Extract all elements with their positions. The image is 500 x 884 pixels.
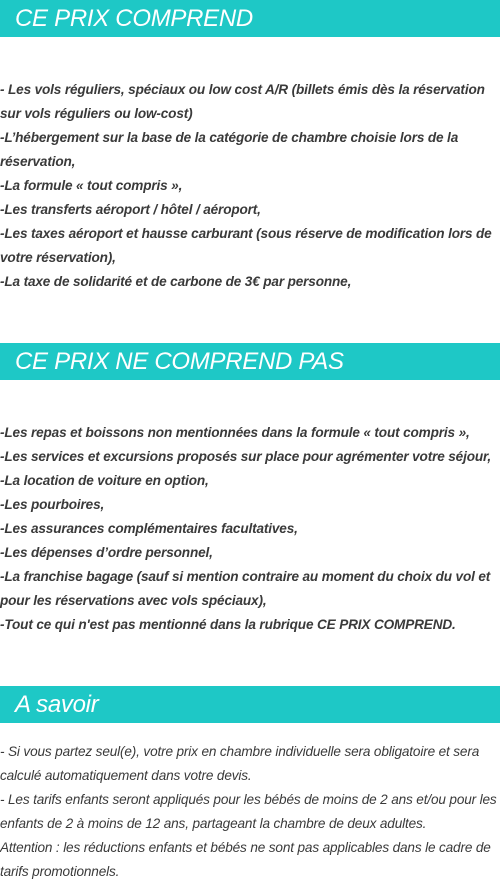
- list-item: -Les pourboires,: [0, 497, 105, 512]
- list-item: -La formule « tout compris »,: [0, 178, 183, 193]
- list-item: -Les transferts aéroport / hôtel / aéroport,: [0, 202, 261, 217]
- list-item: - Les tarifs enfants seront appliqués pour les bébés de moins de 2 ans et/ou pour les enfants de 2 à moins de 12 ans, partageant la chambre de deux adultes.: [0, 792, 497, 831]
- includes-list: [0, 78, 500, 294]
- list-item: -Les repas et boissons non mentionnées dans la formule « tout compris »,: [0, 425, 470, 440]
- list-item: Attention : les réductions enfants et bébés ne sont pas applicables dans le cadre de tarifs promotionnels.: [0, 840, 491, 879]
- list-item: -La franchise bagage (sauf si mention contraire au moment du choix du vol et pour les réservations avec vols spéciaux),: [0, 569, 491, 608]
- list-item: -Les dépenses d’ordre personnel,: [0, 545, 213, 560]
- list-item: -La location de voiture en option,: [0, 473, 209, 488]
- list-item: -L’hébergement sur la base de la catégorie de chambre choisie lors de la réservation,: [0, 130, 459, 169]
- list-item: -Les services et excursions proposés sur place pour agrémenter votre séjour,: [0, 449, 492, 464]
- list-item: -Les taxes aéroport et hausse carburant (sous réserve de modification lors de votre réservation),: [0, 226, 492, 265]
- list-item: - Les vols réguliers, spéciaux ou low cost A/R (billets émis dès la réservation sur vols réguliers ou low-cost): [0, 82, 485, 121]
- list-item: -Les assurances complémentaires facultatives,: [0, 521, 298, 536]
- section-header-excludes: CE PRIX NE COMPREND PAS: [0, 343, 500, 380]
- list-item: -Tout ce qui n'est pas mentionné dans la rubrique CE PRIX COMPREND.: [0, 617, 456, 632]
- section-header-notes: A savoir: [0, 686, 500, 723]
- section-header-includes: CE PRIX COMPREND: [0, 0, 500, 37]
- notes-list: [0, 740, 500, 884]
- list-item: -La taxe de solidarité et de carbone de 3€ par personne,: [0, 274, 352, 289]
- excludes-list: [0, 421, 500, 637]
- list-item: - Si vous partez seul(e), votre prix en chambre individuelle sera obligatoire et sera calculé automatiquement dans votre devis.: [0, 744, 480, 783]
